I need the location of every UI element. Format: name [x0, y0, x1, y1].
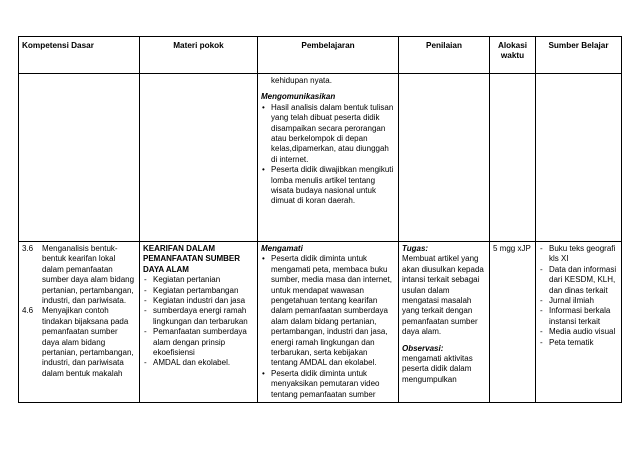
kd-cell — [19, 242, 140, 403]
list-item: - Informasi berkala instansi terkait — [549, 306, 618, 327]
list-item: - Kegiatan pertanian — [153, 275, 254, 285]
alokasi-cell: 5 mgg xJP — [490, 242, 536, 403]
penilaian-cell-empty — [399, 74, 490, 242]
sumber-cell — [536, 242, 622, 403]
pembelajaran-continuation: kehidupan nyata. — [271, 76, 332, 85]
list-item: - Jurnal ilmiah — [549, 296, 618, 306]
tugas-heading: Tugas: — [402, 244, 429, 253]
kd-text: Menyajikan contoh tindakan bijaksana pada pemanfaatan sumber daya alam bidang pertanian, pertambangan, industri, dan pariwisata dalam bentuk makalah — [42, 306, 134, 378]
materi-cell — [140, 242, 258, 403]
kd-number: 4.6 — [22, 306, 34, 316]
pembelajaran-cell — [258, 242, 399, 403]
observasi-heading: Observasi: — [402, 343, 444, 353]
materi-list — [143, 275, 254, 369]
sumber-list — [539, 244, 618, 348]
kd-cell-empty — [19, 74, 140, 242]
list-item: - Peta tematik — [549, 338, 618, 348]
mengomunikasikan-list — [261, 103, 395, 207]
list-item: - sumberdaya energi ramah lingkungan dan terbarukan — [153, 306, 254, 327]
tugas-text: Membuat artikel yang akan diusulkan kepada intansi terkait sebagai usulan dalam mengatasi masalah yang terkait dengan pemanfaatan sumber daya alam. — [402, 254, 484, 337]
mengamati-heading: Mengamati — [261, 244, 303, 253]
header-row — [19, 37, 622, 74]
observasi-text: mengamati aktivitas peserta didik dalam mengumpulkan — [402, 354, 473, 384]
kd-item — [22, 306, 136, 379]
list-item: • Peserta didik diwajibkan mengikuti lomba menulis artikel tentang wisata budaya nasional untuk dimuat di koran daerah. — [271, 165, 395, 207]
materi-cell-empty — [140, 74, 258, 242]
kd-text: Menganalisis bentuk-bentuk kearifan lokal dalam pemanfaatan sumber daya alam bidang pertanian, pertambangan, industri, dan pariwisata. — [42, 244, 135, 306]
list-item: • Peserta didik diminta untuk menyaksikan pemutaran video tentang pemanfaatan sumber — [271, 369, 395, 400]
mengamati-list — [261, 254, 395, 400]
list-item: - Kegiatan industri dan jasa — [153, 296, 254, 306]
alokasi-cell-empty — [490, 74, 536, 242]
table-row — [19, 242, 622, 403]
list-item: - Kegiatan pertambangan — [153, 286, 254, 296]
header-materi-pokok: Materi pokok — [140, 37, 258, 74]
materi-title: KEARIFAN DALAM PEMANFAATAN SUMBER DAYA ALAM — [143, 244, 241, 274]
list-item: - Pemanfaatan sumberdaya alam dengan prinsip ekoefisiensi — [153, 327, 254, 358]
sumber-cell-empty — [536, 74, 622, 242]
list-item: • Hasil analisis dalam bentuk tulisan yang telah dibuat peserta didik disampaikan secara perorangan atau berkelompok di depan kelas,dipamerkan, atau diunggah di internet. — [271, 103, 395, 165]
list-item: - AMDAL dan ekolabel. — [153, 358, 254, 368]
list-item: - Media audio visual — [549, 327, 618, 337]
table-row — [19, 74, 622, 242]
kd-item — [22, 244, 136, 306]
header-penilaian: Penilaian — [399, 37, 490, 74]
pembelajaran-cell — [258, 74, 399, 242]
header-sumber-belajar: Sumber Belajar — [536, 37, 622, 74]
header-alokasi-waktu: Alokasi waktu — [490, 37, 536, 74]
kd-number: 3.6 — [22, 244, 34, 253]
penilaian-cell — [399, 242, 490, 403]
list-item: - Buku teks geografi kls XI — [549, 244, 618, 265]
list-item: • Peserta didik diminta untuk mengamati peta, membaca buku sumber, media masa dan internet, untuk mendapat wawasan pengetahuan tentang kearifan dalam pemanfaatan sumberdaya alam dalam bidang pertanian, pertambangan, industri dan jasa, energi ramah lingkungan dan terbarukan, serta kebijakan tentang AMDAL dan ekolabel. — [271, 254, 395, 368]
syllabus-table — [18, 36, 622, 403]
list-item: - Data dan informasi dari KESDM, KLH, dan dinas terkait — [549, 265, 618, 296]
mengomunikasikan-heading: Mengomunikasikan — [261, 92, 336, 102]
header-kompetensi-dasar: Kompetensi Dasar — [19, 37, 140, 74]
header-pembelajaran: Pembelajaran — [258, 37, 399, 74]
